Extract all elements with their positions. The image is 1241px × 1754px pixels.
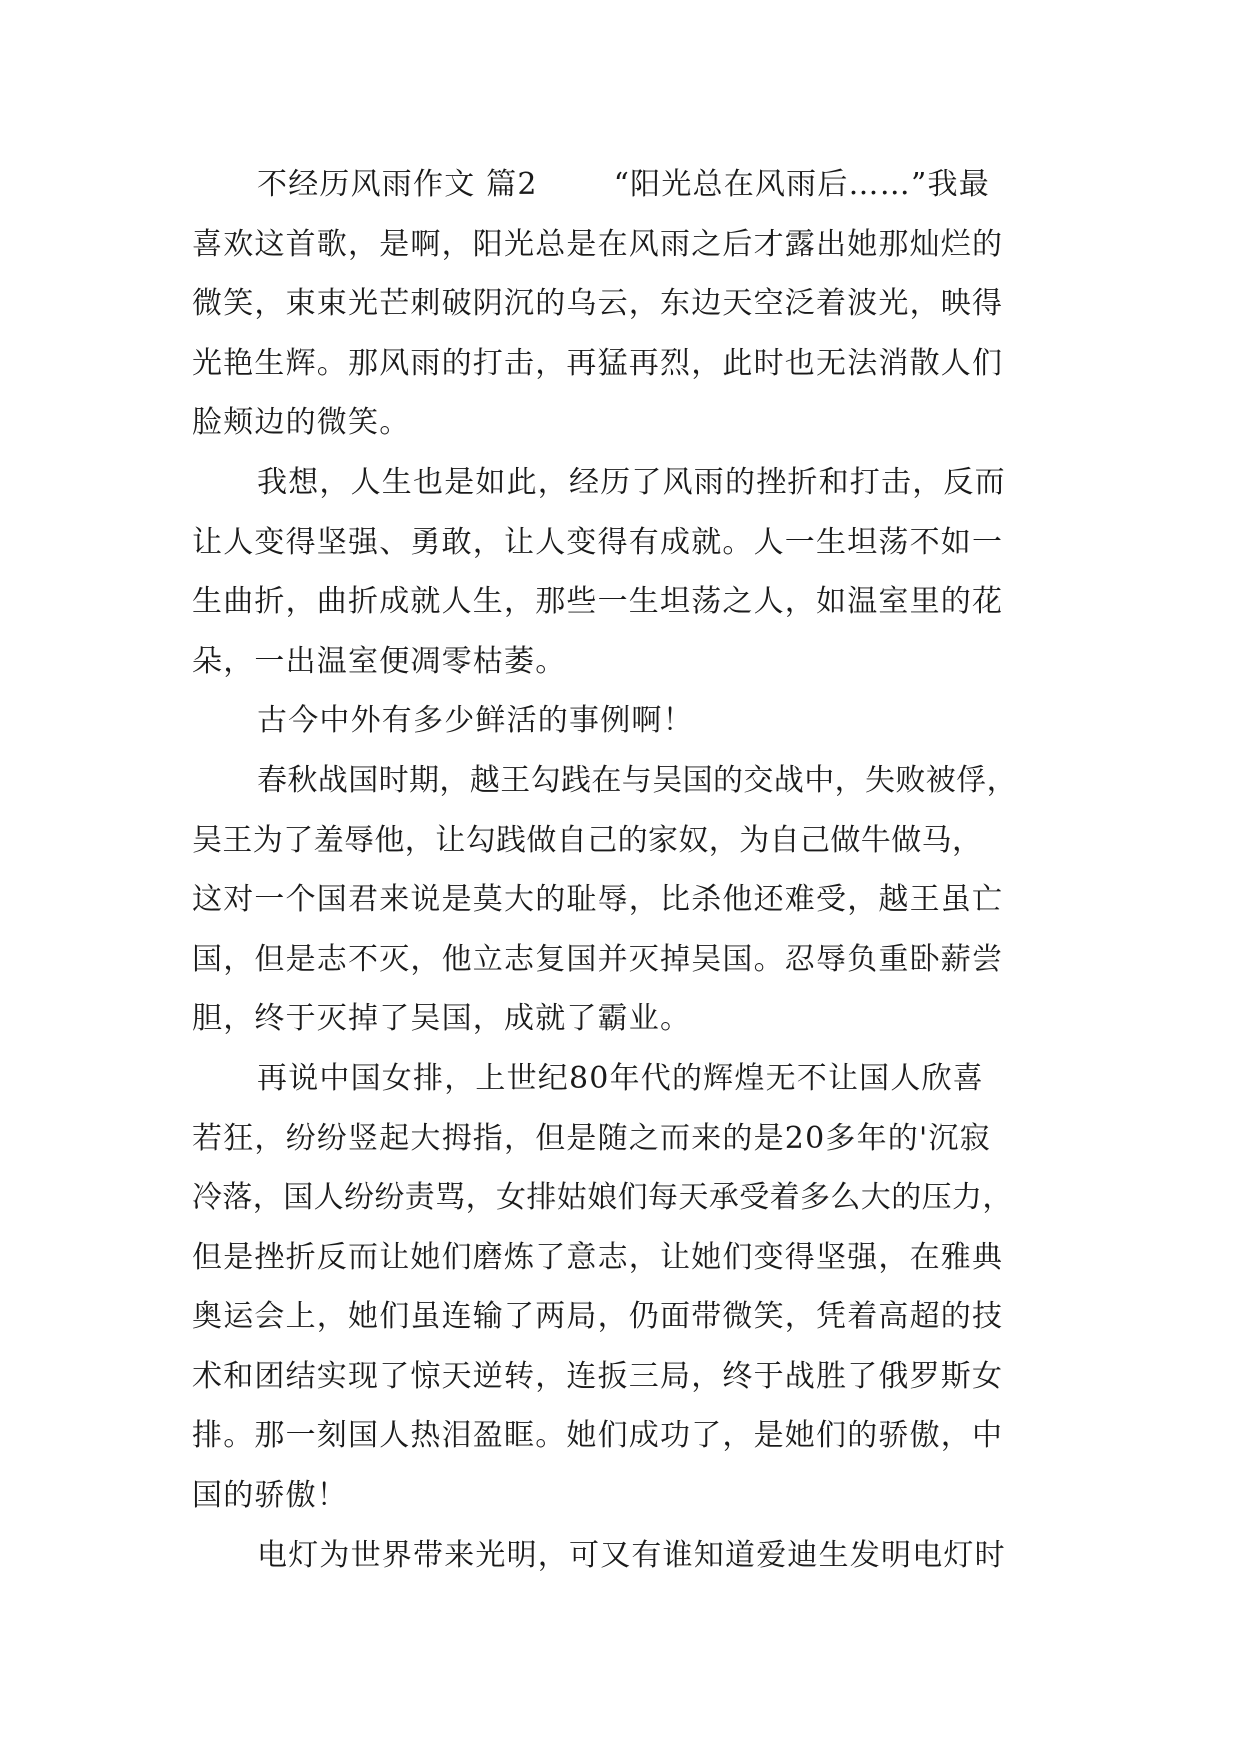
paragraph-start-line: 古今中外有多少鲜活的事例啊！ — [257, 703, 694, 739]
paragraph-start-line: 电灯为世界带来光明，可又有谁知道爱迪生发明电灯时 — [257, 1537, 1006, 1573]
text-line: 但是挫折反而让她们磨炼了意志，让她们变得坚强，在雅典 — [192, 1239, 1004, 1275]
paragraph-start-line: 我想，人生也是如此，经历了风雨的挫折和打击，反而 — [257, 464, 1006, 500]
text-line: 脸颊边的微笑。 — [192, 405, 411, 441]
text-line: 排。那一刻国人热泪盈眶。她们成功了，是她们的骄傲，中 — [192, 1418, 1004, 1454]
essay-body — [192, 155, 1052, 1585]
text-line: 术和团结实现了惊天逆转，连扳三局，终于战胜了俄罗斯女 — [192, 1358, 1004, 1394]
text-line: 吴王为了羞辱他，让勾践做自己的家奴，为自己做牛做马， — [192, 822, 983, 858]
essay-opening-quote: “阳光总在风雨后……”我最 — [613, 167, 990, 202]
essay-title-line — [192, 155, 1052, 215]
text-line: 这对一个国君来说是莫大的耻辱，比杀他还难受，越王虽亡 — [192, 882, 1004, 918]
text-line: 光艳生辉。那风雨的打击，再猛再烈，此时也无法消散人们 — [192, 345, 1004, 381]
text-line: 朵，一出温室便凋零枯萎。 — [192, 643, 567, 679]
text-line: 喜欢这首歌，是啊，阳光总是在风雨之后才露出她那灿烂的 — [192, 226, 1004, 262]
text-line: 若狂，纷纷竖起大拇指，但是随之而来的是20多年的'沉寂 — [192, 1120, 991, 1156]
text-line: 国的骄傲！ — [192, 1478, 348, 1514]
text-line: 冷落，国人纷纷责骂，女排姑娘们每天承受着多么大的压力， — [192, 1180, 1013, 1216]
text-line: 让人变得坚强、勇敢，让人变得有成就。人一生坦荡不如一 — [192, 524, 1004, 560]
text-line: 微笑，束束光芒刺破阴沉的乌云，东边天空泛着波光，映得 — [192, 286, 1004, 322]
paragraph-start-line: 再说中国女排，上世纪80年代的辉煌无不让国人欣喜 — [257, 1060, 984, 1096]
text-line: 生曲折，曲折成就人生，那些一生坦荡之人，如温室里的花 — [192, 584, 1004, 620]
text-line: 胆，终于灭掉了吴国，成就了霸业。 — [192, 1001, 692, 1037]
text-line: 国，但是志不灭，他立志复国并灭掉吴国。忍辱负重卧薪尝 — [192, 941, 1004, 977]
essay-title: 不经历风雨作文 篇2 — [257, 167, 538, 202]
paragraph-start-line: 春秋战国时期，越王勾践在与吴国的交战中，失败被俘， — [257, 762, 1017, 798]
text-line: 奥运会上，她们虽连输了两局，仍面带微笑，凭着高超的技 — [192, 1299, 1004, 1335]
